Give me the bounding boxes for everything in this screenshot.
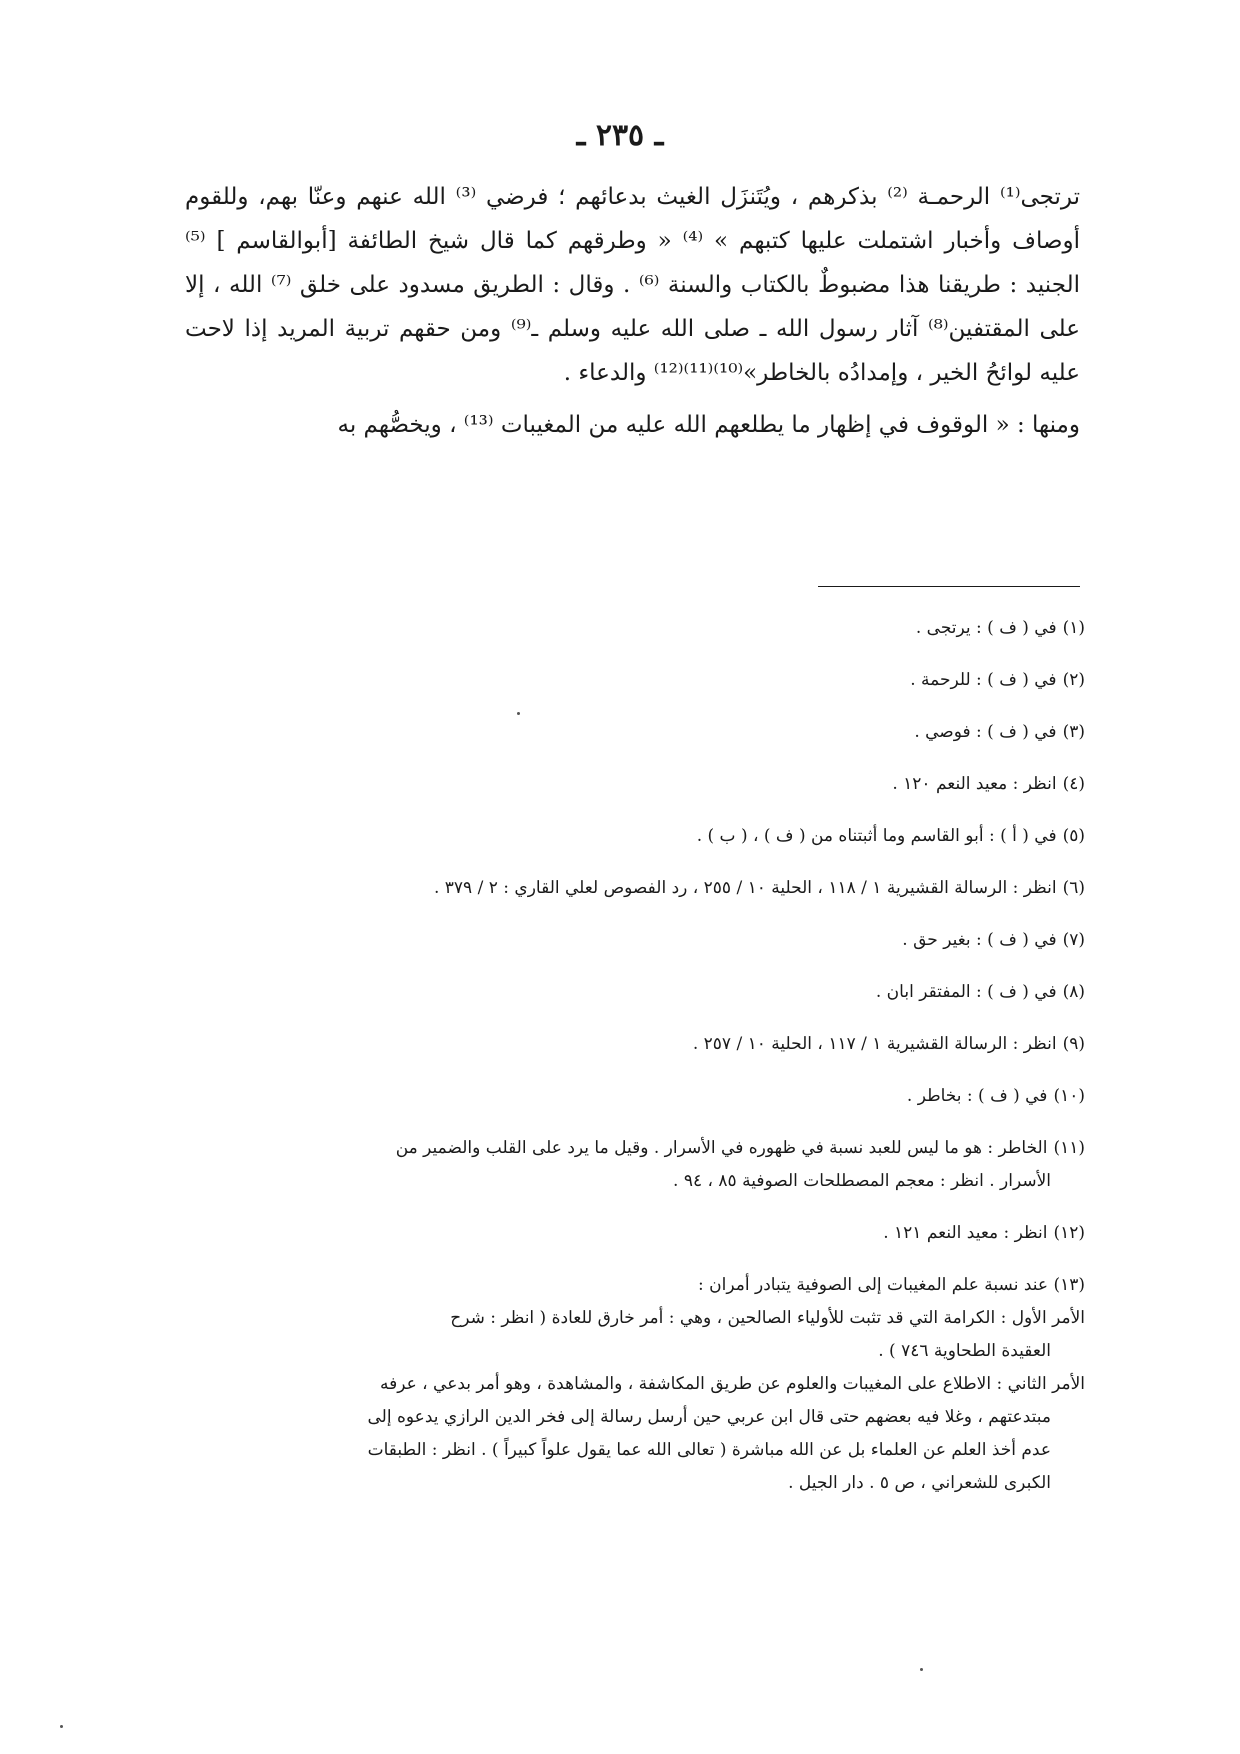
footnote-number: (٣) bbox=[1062, 722, 1085, 742]
footnote-text-continued: الأسرار . انظر : معجم المصطلحات الصوفية ٨٥ ، ٩٤ . bbox=[673, 1171, 1051, 1191]
footnote-number: (٨) bbox=[1062, 982, 1085, 1002]
footnote bbox=[185, 1080, 1085, 1113]
footnote-text: الأمر الثاني : الاطلاع على المغيبات والعلوم عن طريق المكاشفة ، والمشاهدة ، وهو أمر بدعي ، عرفه bbox=[379, 1374, 1085, 1394]
footnote-intro bbox=[185, 1269, 1085, 1302]
footnote bbox=[185, 924, 1085, 957]
footnote-text: الأمر الأول : الكرامة التي قد تثبت للأولياء الصالحين ، وهي : أمر خارق للعادة ( انظر : شرح bbox=[450, 1308, 1085, 1328]
footnote bbox=[185, 1028, 1085, 1061]
footnote-text: انظر : معيد النعم ١٢٠ . bbox=[892, 774, 1057, 794]
scan-speck bbox=[517, 712, 520, 715]
footnote-number: (٤) bbox=[1062, 774, 1085, 794]
footnote bbox=[185, 820, 1085, 853]
footnote-number: (١) bbox=[1062, 618, 1085, 638]
footnote-text: في ( ف ) : بغير حق . bbox=[902, 930, 1057, 950]
footnote-first-matter bbox=[185, 1302, 1085, 1368]
footnote-text: انظر : الرسالة القشيرية ١ / ١١٨ ، الحلية ١٠ / ٢٥٥ ، رد الفصوص لعلي القاري : ٢ / ٣٧٩ . bbox=[433, 878, 1057, 898]
main-paragraph: ومنها : « الوقوف في إظهار ما يطلعهم الله عليه من المغيبات ⁽¹³⁾ ، ويخصُّهم به bbox=[337, 412, 1080, 438]
footnote-text-continued: مبتدعتهم ، وغلا فيه بعضهم حتى قال ابن عربي حين أرسل رسالة إلى فخر الدين الرازي يدعوه إلى bbox=[367, 1407, 1051, 1427]
footnote-text-continued: الكبرى للشعراني ، ص ٥ . دار الجيل . bbox=[788, 1473, 1051, 1493]
footnote-text: في ( أ ) : أبو القاسم وما أثبتناه من ( ف ) ، ( ب ) . bbox=[696, 826, 1057, 846]
footnote-text: الخاطر : هو ما ليس للعبد نسبة في ظهوره في الأسرار . وقيل ما يرد على القلب والضمير من bbox=[395, 1138, 1048, 1158]
footnote-text-continued: العقيدة الطحاوية ٧٤٦ ) . bbox=[878, 1341, 1051, 1361]
footnote-text: في ( ف ) : يرتجى . bbox=[915, 618, 1057, 638]
footnote bbox=[185, 612, 1085, 645]
footnote-text: في ( ف ) : المفتقر ابان . bbox=[875, 982, 1057, 1002]
footnote-number: (٥) bbox=[1062, 826, 1085, 846]
footnote-number: (٧) bbox=[1062, 930, 1085, 950]
footnote-text: في ( ف ) : فوصي . bbox=[914, 722, 1057, 742]
footnote-text: عند نسبة علم المغيبات إلى الصوفية يتبادر أمران : bbox=[698, 1275, 1049, 1295]
footnote-number: (١١) bbox=[1053, 1138, 1085, 1158]
footnote-text: انظر : معيد النعم ١٢١ . bbox=[883, 1223, 1048, 1243]
footnote-number: (١٢) bbox=[1053, 1223, 1085, 1243]
scan-speck bbox=[920, 1668, 923, 1671]
main-text-body bbox=[185, 175, 1080, 447]
footnote bbox=[185, 872, 1085, 905]
footnote-number: (١٠) bbox=[1053, 1086, 1085, 1106]
footnote bbox=[185, 1269, 1085, 1500]
footnote bbox=[185, 1217, 1085, 1250]
footnotes-section bbox=[185, 612, 1085, 1500]
footnote-text-continued: عدم أخذ العلم عن العلماء بل عن الله مباشرة ( تعالى الله عما يقول علواً كبيراً ) . انظر : الطبقات bbox=[367, 1440, 1051, 1460]
footnote bbox=[185, 716, 1085, 749]
footnote-text: في ( ف ) : بخاطر . bbox=[906, 1086, 1048, 1106]
footnote-number: (٩) bbox=[1062, 1034, 1085, 1054]
footnote bbox=[185, 768, 1085, 801]
footnote-text: في ( ف ) : للرحمة . bbox=[910, 670, 1057, 690]
footnote-number: (٦) bbox=[1062, 878, 1085, 898]
footnote-separator bbox=[818, 586, 1080, 587]
footnote bbox=[185, 664, 1085, 697]
page-number: ـ ٢٣٥ ـ bbox=[576, 118, 664, 153]
footnote bbox=[185, 1132, 1085, 1198]
footnote-number: (٢) bbox=[1062, 670, 1085, 690]
footnote-text: انظر : الرسالة القشيرية ١ / ١١٧ ، الحلية ١٠ / ٢٥٧ . bbox=[692, 1034, 1057, 1054]
main-paragraph: ترتجى⁽¹⁾ الرحمـة ⁽²⁾ بذكرهم ، ويُتَنزَل الغيث بدعائهم ؛ فرضي ⁽³⁾ الله عنهم وعنّا بهم، وللقوم أوصاف وأخبار اشتملت عليها كتبهم » ⁽⁴⁾ « وطرقهم كما قال شيخ الطائفة [أبوالقاسم ] ⁽⁵⁾ الجنيد : طريقنا هذا مضبوطٌ بالكتاب والسنة ⁽⁶⁾ . وقال : الطريق مسدود على خلق ⁽⁷⁾ الله ، إلا على المقتفين⁽⁸⁾ آثار رسول الله ـ صلى الله عليه وسلم ـ⁽⁹⁾ ومن حقهم تربية المريد إذا لاحت عليه لوائحُ الخير ، وإمدادُه بالخاطر»⁽¹⁰⁾⁽¹¹⁾⁽¹²⁾ والدعاء . bbox=[185, 184, 1081, 386]
footnote bbox=[185, 976, 1085, 1009]
footnote-number: (١٣) bbox=[1053, 1275, 1085, 1295]
footnote-second-matter bbox=[185, 1368, 1085, 1500]
scan-speck bbox=[60, 1725, 63, 1728]
